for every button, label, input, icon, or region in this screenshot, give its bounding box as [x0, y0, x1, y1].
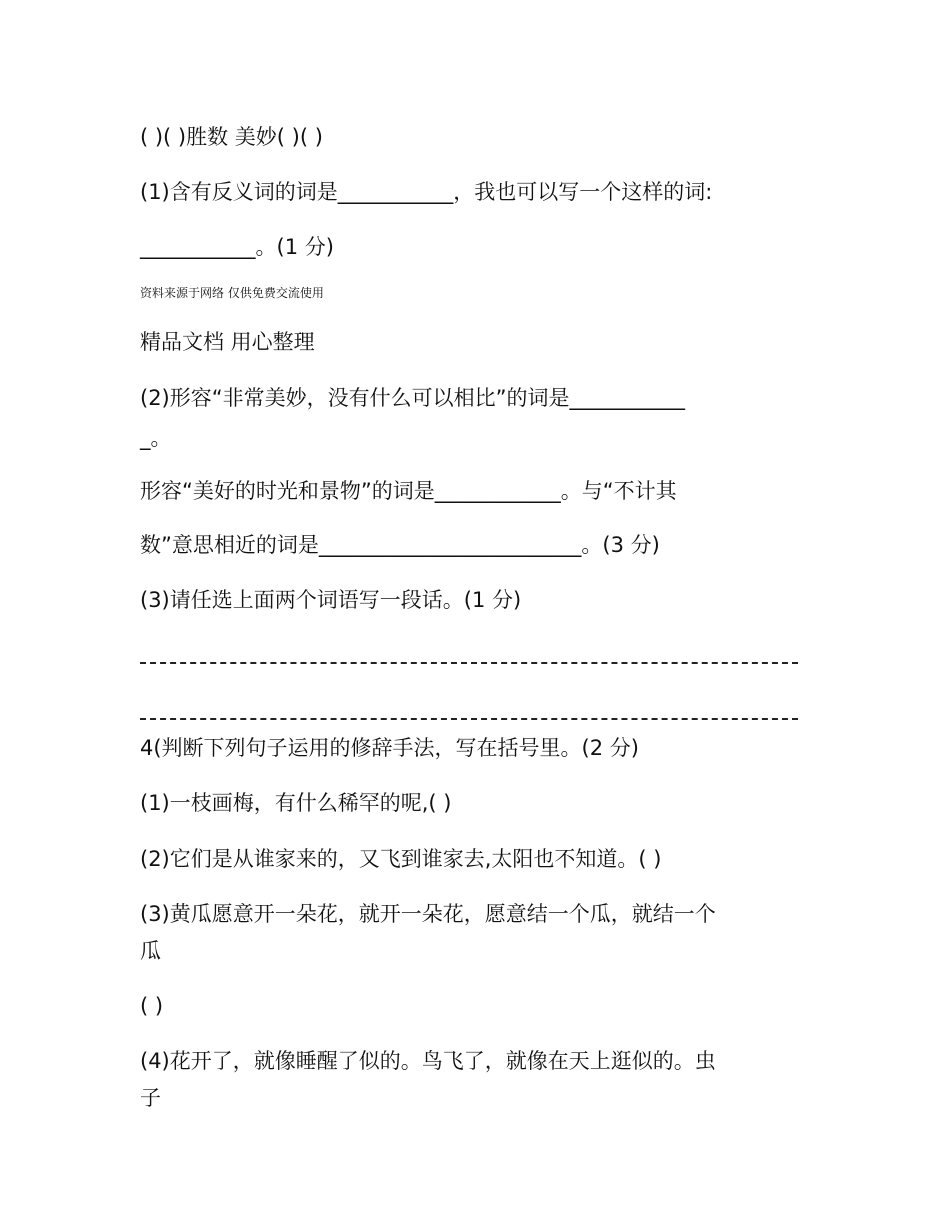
sentence-2: (2)它们是从谁家来的，又飞到谁家去,太阳也不知道。( ) [140, 847, 662, 871]
sentence-4-line-1: (4)花开了，就像睡醒了似的。鸟飞了，就像在天上逛似的。虫 [140, 1049, 716, 1073]
question-2-1-answer: ___________。(1 分) [140, 235, 334, 259]
sentence-1: (1)一枝画梅，有什么稀罕的呢,( ) [140, 791, 452, 815]
sentence-4-line-2: 子 [140, 1086, 161, 1110]
source-note: 资料来源于网络 仅供免费交流使用 [140, 286, 324, 300]
answer-line-2[interactable] [140, 718, 798, 720]
sentence-3-line-1: (3)黄瓜愿意开一朵花，就开一朵花，愿意结一个瓜，就结一个 [140, 902, 716, 926]
answer-line-1[interactable] [140, 662, 798, 664]
idiom-fill-line: ( )( )胜数 美妙( )( ) [140, 125, 323, 149]
document-header: 精品文档 用心整理 [140, 330, 315, 354]
question-2-2-part-a: (2)形容“非常美妙，没有什么可以相比”的词是___________ [140, 386, 686, 410]
question-2-2-line-3: 数”意思相近的词是_________________________。(3 分) [140, 533, 660, 557]
sentence-3-line-2: 瓜 [140, 939, 161, 963]
question-4-heading: 4(判断下列句子运用的修辞手法，写在括号里。(2 分) [140, 736, 639, 760]
question-2-1: (1)含有反义词的词是___________，我也可以写一个这样的词: [140, 180, 713, 204]
sentence-3-answer: ( ) [140, 994, 164, 1018]
question-2-2-part-b: _。 [140, 426, 172, 450]
question-2-2-line-2: 形容“美好的时光和景物”的词是____________。与“不计其 [140, 479, 677, 503]
question-2-3: (3)请任选上面两个词语写一段话。(1 分) [140, 588, 522, 612]
